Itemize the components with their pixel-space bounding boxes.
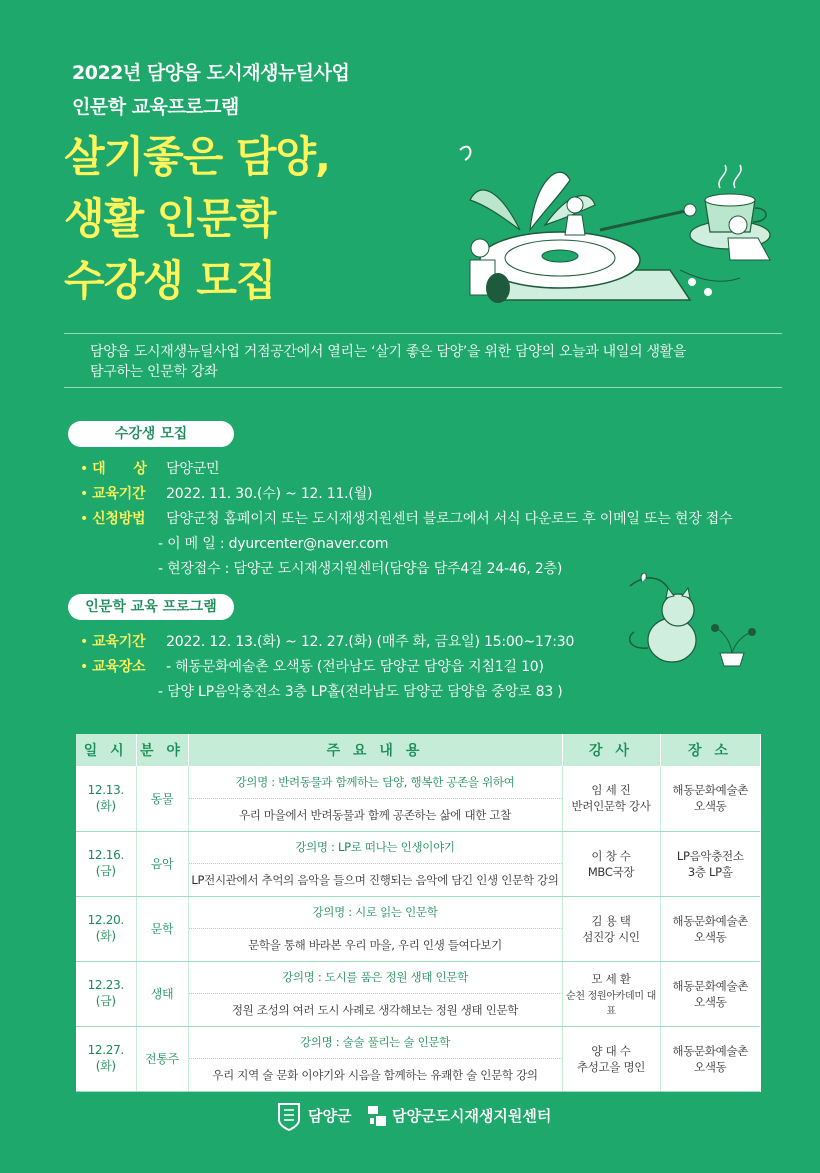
row-field: 생태 (136, 961, 188, 1026)
place-detail: 3층 LP홀 (687, 864, 733, 879)
row-lecture-title: 강의명 : 반려동물과 함께하는 담양, 행복한 공존을 위하여 (188, 766, 562, 798)
row-lecturer (562, 961, 660, 1026)
place-detail: 오색동 (694, 929, 727, 944)
recruit-period-row (80, 483, 372, 503)
recruit-target-label: 대 상 (92, 461, 147, 477)
cat-illustration (620, 568, 760, 668)
row-lecture-title: 강의명 : 시로 읽는 인문학 (188, 896, 562, 928)
bullet-dot: • (80, 659, 89, 675)
row-field: 전통주 (136, 1026, 188, 1091)
bullet-dot: • (80, 486, 89, 502)
row-date (76, 896, 136, 961)
date-weekday: (화) (95, 1059, 116, 1073)
program-period-value: 2022. 12. 13.(화) ~ 12. 27.(화) (매주 화, 금요일) 15:00~17:30 (166, 634, 575, 650)
recruit-target-value: 담양군민 (166, 461, 220, 477)
date-weekday: (화) (95, 798, 116, 813)
row-lecture-title: 강의명 : LP로 떠나는 인생이야기 (188, 831, 562, 863)
damyang-county-emblem-icon (276, 1102, 302, 1132)
table-row (76, 896, 760, 928)
lecturer-role: MBC국장 (587, 864, 635, 879)
row-place (660, 831, 760, 896)
header-content: 주 요 내 용 (188, 734, 562, 766)
bullet-dot: • (80, 461, 89, 477)
lecturer-role: 반려인문학 강사 (571, 799, 651, 814)
place-name: 해동문화예술촌 (672, 1043, 749, 1058)
intro-line-1: 담양읍 도시재생뉴딜사업 거점공간에서 열리는 ‘살기 좋은 담양’을 위한 담양의 오늘과 내일의 생활을 (90, 344, 687, 360)
recruit-email-line: - 이 메 일 : dyurcenter@naver.com (158, 536, 389, 552)
program-period-row (80, 631, 574, 651)
lecturer-name: 임 세 진 (591, 783, 631, 798)
bullet-dot: • (80, 634, 89, 650)
date-day: 12.23. (87, 978, 124, 992)
header-lecturer: 강 사 (562, 734, 660, 766)
row-date (76, 961, 136, 1026)
footer-org-county: 담양군 (308, 1107, 352, 1125)
program-place-row (80, 656, 544, 676)
date-day: 12.27. (87, 1043, 124, 1057)
table-row (76, 961, 760, 993)
date-weekday: (금) (95, 864, 116, 878)
row-date (76, 1026, 136, 1091)
row-field: 문학 (136, 896, 188, 961)
place-name: LP음악충전소 (676, 848, 744, 863)
row-place (660, 1026, 760, 1091)
row-lecturer (562, 1026, 660, 1091)
header-place: 장 소 (660, 734, 760, 766)
recruit-period-label: 교육기간 (92, 486, 146, 502)
place-detail: 오색동 (694, 799, 727, 814)
place-detail: 오색동 (694, 994, 727, 1009)
date-weekday: (화) (95, 929, 116, 943)
row-place (660, 896, 760, 961)
date-day: 12.16. (87, 848, 124, 862)
lecturer-role: 순천 정원아카데미 대표 (566, 990, 656, 1017)
recruit-period-value: 2022. 11. 30.(수) ~ 12. 11.(월) (166, 486, 373, 502)
lecturer-name: 김 용 택 (591, 913, 631, 928)
intro-divider-bottom (64, 387, 782, 388)
main-title-line-3: 수강생 모집 (64, 256, 276, 305)
regeneration-center-logo-icon (366, 1102, 388, 1128)
row-lecture-title: 강의명 : 술술 풀리는 술 인문학 (188, 1026, 562, 1058)
date-day: 12.20. (87, 913, 124, 927)
place-detail: 오색동 (694, 1059, 727, 1074)
recruit-apply-row (80, 508, 732, 528)
header-subtitle-1: 2022년 담양읍 도시재생뉴딜사업 (72, 62, 350, 84)
recruit-target-row (80, 458, 219, 478)
row-lecturer (562, 831, 660, 896)
row-lecturer (562, 896, 660, 961)
main-title-line-2: 생활 인문학 (64, 194, 276, 243)
lecturer-name: 양 대 수 (591, 1043, 631, 1058)
date-day: 12.13. (87, 782, 124, 797)
recruit-apply-label: 신청방법 (92, 511, 146, 527)
lecturer-role: 섬진강 시인 (582, 929, 640, 944)
place-name: 해동문화예술촌 (672, 978, 749, 993)
header-date: 일 시 (76, 734, 136, 766)
schedule-header-row (76, 734, 760, 766)
schedule-table (76, 734, 761, 1092)
row-lecture-desc: 우리 마을에서 반려동물과 함께 공존하는 삶에 대한 고찰 (188, 798, 562, 831)
row-date (76, 766, 136, 831)
program-place-value-1: - 해동문화예술촌 오색동 (전라남도 담양군 담양읍 지침1길 10) (166, 659, 544, 675)
record-player-illustration (440, 120, 780, 320)
row-field: 동물 (136, 766, 188, 831)
lecturer-name: 모 세 환 (591, 971, 631, 986)
header-field: 분 야 (136, 734, 188, 766)
row-lecture-desc: 우리 지역 술 문화 이야기와 시음을 함께하는 유쾌한 술 인문학 강의 (188, 1058, 562, 1091)
table-row (76, 831, 760, 863)
row-place (660, 766, 760, 831)
row-lecture-desc: LP전시관에서 추억의 음악을 들으며 진행되는 음악에 담긴 인생 인문학 강의 (188, 863, 562, 896)
intro-divider-top (64, 333, 782, 334)
program-place-label: 교육장소 (92, 659, 146, 675)
row-place (660, 961, 760, 1026)
row-field: 음악 (136, 831, 188, 896)
program-place-value-2: - 담양 LP음악충전소 3층 LP홀(전라남도 담양군 담양읍 중앙로 83 ) (158, 684, 563, 700)
recruit-apply-value: 담양군청 홈페이지 또는 도시재생지원센터 블로그에서 서식 다운로드 후 이메일 또는 현장 접수 (166, 511, 733, 527)
row-date (76, 831, 136, 896)
date-weekday: (금) (95, 994, 116, 1008)
recruit-section-pill: 수강생 모집 (68, 421, 234, 447)
intro-line-2: 탐구하는 인문학 강좌 (90, 364, 218, 380)
row-lecture-desc: 정원 조성의 여러 도시 사례로 생각해보는 정원 생태 인문학 (188, 993, 562, 1026)
program-section-pill: 인문학 교육 프로그램 (68, 594, 234, 620)
place-name: 해동문화예술촌 (672, 913, 749, 928)
intro-text (90, 342, 770, 382)
recruit-onsite-line: - 현장접수 : 담양군 도시재생지원센터(담양읍 담주4길 24-46, 2층) (158, 561, 563, 577)
lecturer-name: 이 창 수 (591, 848, 631, 863)
header-subtitle-2: 인문학 교육프로그램 (72, 96, 239, 118)
row-lecturer (562, 766, 660, 831)
place-name: 해동문화예술촌 (672, 783, 749, 798)
program-period-label: 교육기간 (92, 634, 146, 650)
row-lecture-title: 강의명 : 도시를 품은 정원 생태 인문학 (188, 961, 562, 993)
main-title-line-1: 살기좋은 담양, (64, 132, 331, 181)
lecturer-role: 추성고을 명인 (576, 1059, 646, 1074)
row-lecture-desc: 문학을 통해 바라본 우리 마을, 우리 인생 들여다보기 (188, 928, 562, 961)
table-row (76, 766, 760, 798)
bullet-dot: • (80, 511, 89, 527)
footer-org-center: 담양군도시재생지원센터 (392, 1107, 552, 1125)
table-row (76, 1026, 760, 1058)
